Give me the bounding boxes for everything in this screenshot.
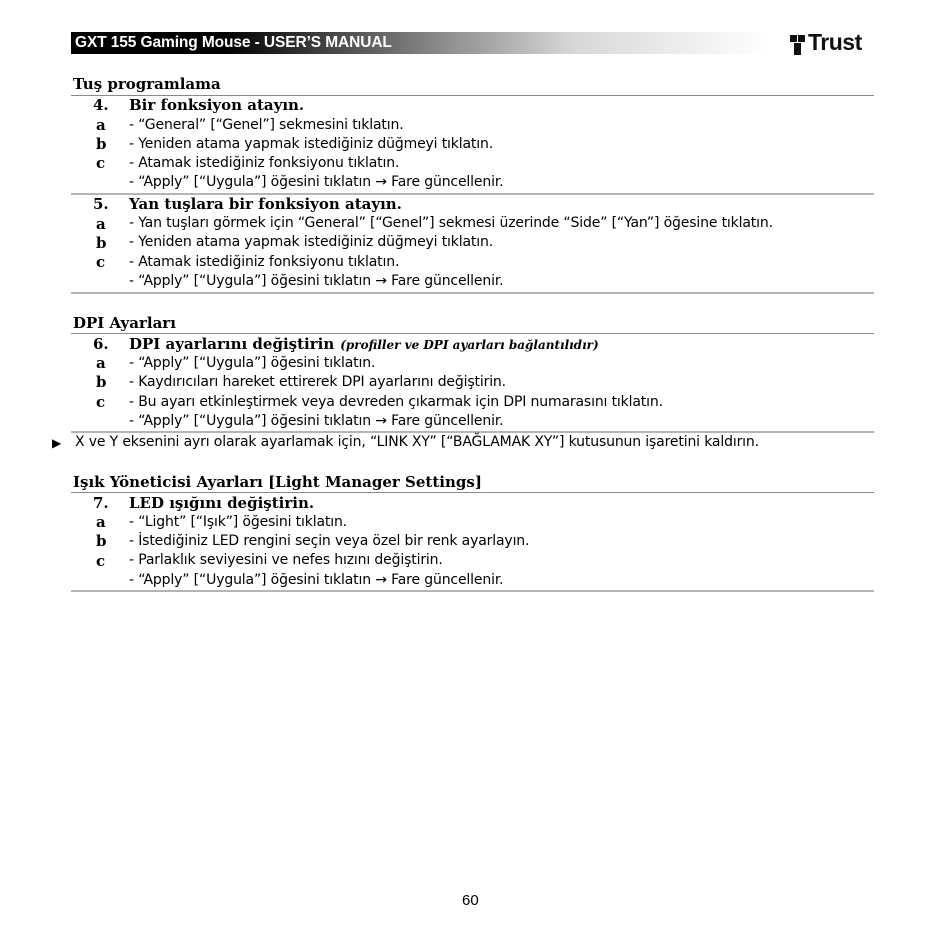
step-letter: a xyxy=(96,513,106,531)
bullet-arrow-icon: ▶ xyxy=(52,436,62,450)
manual-title: GXT 155 Gaming Mouse - USER’S MANUAL xyxy=(75,34,392,51)
step-letter: b xyxy=(96,532,107,550)
step-letter: b xyxy=(96,373,107,391)
instruction-line: - “General” [“Genel”] sekmesini tıklatın. xyxy=(129,117,404,133)
instruction-line: - “Apply” [“Uygula”] öğesini tıklatın → Fare güncellenir. xyxy=(129,572,504,588)
divider xyxy=(71,492,874,493)
trust-logo-text: Trust xyxy=(808,29,862,55)
section-title-dpi: DPI Ayarları xyxy=(73,314,176,332)
step-title-text: DPI ayarlarını değiştirin xyxy=(129,335,335,353)
step-title: Bir fonksiyon atayın. xyxy=(129,96,305,114)
step-note: (profiller ve DPI ayarları bağlantılıdır) xyxy=(340,338,599,352)
step-letter: c xyxy=(96,552,106,570)
instruction-line: - Bu ayarı etkinleştirmek veya devreden çıkarmak için DPI numarasını tıklatın. xyxy=(129,394,663,410)
instruction-line: - “Apply” [“Uygula”] öğesini tıklatın. xyxy=(129,355,376,371)
step-title: Yan tuşlara bir fonksiyon atayın. xyxy=(129,195,402,213)
step-number: 6. xyxy=(93,335,109,353)
instruction-line: - “Apply” [“Uygula”] öğesini tıklatın → Fare güncellenir. xyxy=(129,273,504,289)
divider xyxy=(71,292,874,294)
instruction-line: - Kaydırıcıları hareket ettirerek DPI ayarlarını değiştirin. xyxy=(129,374,506,390)
instruction-line: - “Light” [“Işık”] öğesini tıklatın. xyxy=(129,514,347,530)
step-letter: b xyxy=(96,234,107,252)
step-letter: b xyxy=(96,135,107,153)
step-title: LED ışığını değiştirin. xyxy=(129,494,315,512)
divider xyxy=(71,333,874,334)
section-title-light: Işık Yöneticisi Ayarları [Light Manager Settings] xyxy=(73,473,482,491)
instruction-line: - İstediğiniz LED rengini seçin veya özel bir renk ayarlayın. xyxy=(129,533,530,549)
step-letter: a xyxy=(96,354,106,372)
instruction-line: - Atamak istediğiniz fonksiyonu tıklatın. xyxy=(129,155,400,171)
page-number: 60 xyxy=(462,892,479,909)
tip-text: X ve Y eksenini ayrı olarak ayarlamak için, “LINK XY” [“BAĞLAMAK XY”] kutusunun işaretini kaldırın. xyxy=(75,434,759,450)
instruction-line: - “Apply” [“Uygula”] öğesini tıklatın → Fare güncellenir. xyxy=(129,174,504,190)
step-number: 4. xyxy=(93,96,109,114)
step-number: 5. xyxy=(93,195,109,213)
step-letter: a xyxy=(96,215,106,233)
instruction-line: - “Apply” [“Uygula”] öğesini tıklatın → Fare güncellenir. xyxy=(129,413,504,429)
step-letter: c xyxy=(96,253,106,271)
instruction-line: - Yeniden atama yapmak istediğiniz düğmeyi tıklatın. xyxy=(129,234,494,250)
instruction-line: - Yeniden atama yapmak istediğiniz düğmeyi tıklatın. xyxy=(129,136,494,152)
step-letter: c xyxy=(96,154,106,172)
instruction-line: - Parlaklık seviyesini ve nefes hızını değiştirin. xyxy=(129,552,443,568)
step-title xyxy=(129,335,599,353)
section-title-programming: Tuş programlama xyxy=(73,75,221,93)
divider xyxy=(71,431,874,433)
step-letter: a xyxy=(96,116,106,134)
divider xyxy=(71,590,874,592)
step-letter: c xyxy=(96,393,106,411)
instruction-line: - Yan tuşları görmek için “General” [“Genel”] sekmesi üzerinde “Side” [“Yan”] öğesine tıklatın. xyxy=(129,215,773,231)
instruction-line: - Atamak istediğiniz fonksiyonu tıklatın. xyxy=(129,254,400,270)
step-number: 7. xyxy=(93,494,109,512)
